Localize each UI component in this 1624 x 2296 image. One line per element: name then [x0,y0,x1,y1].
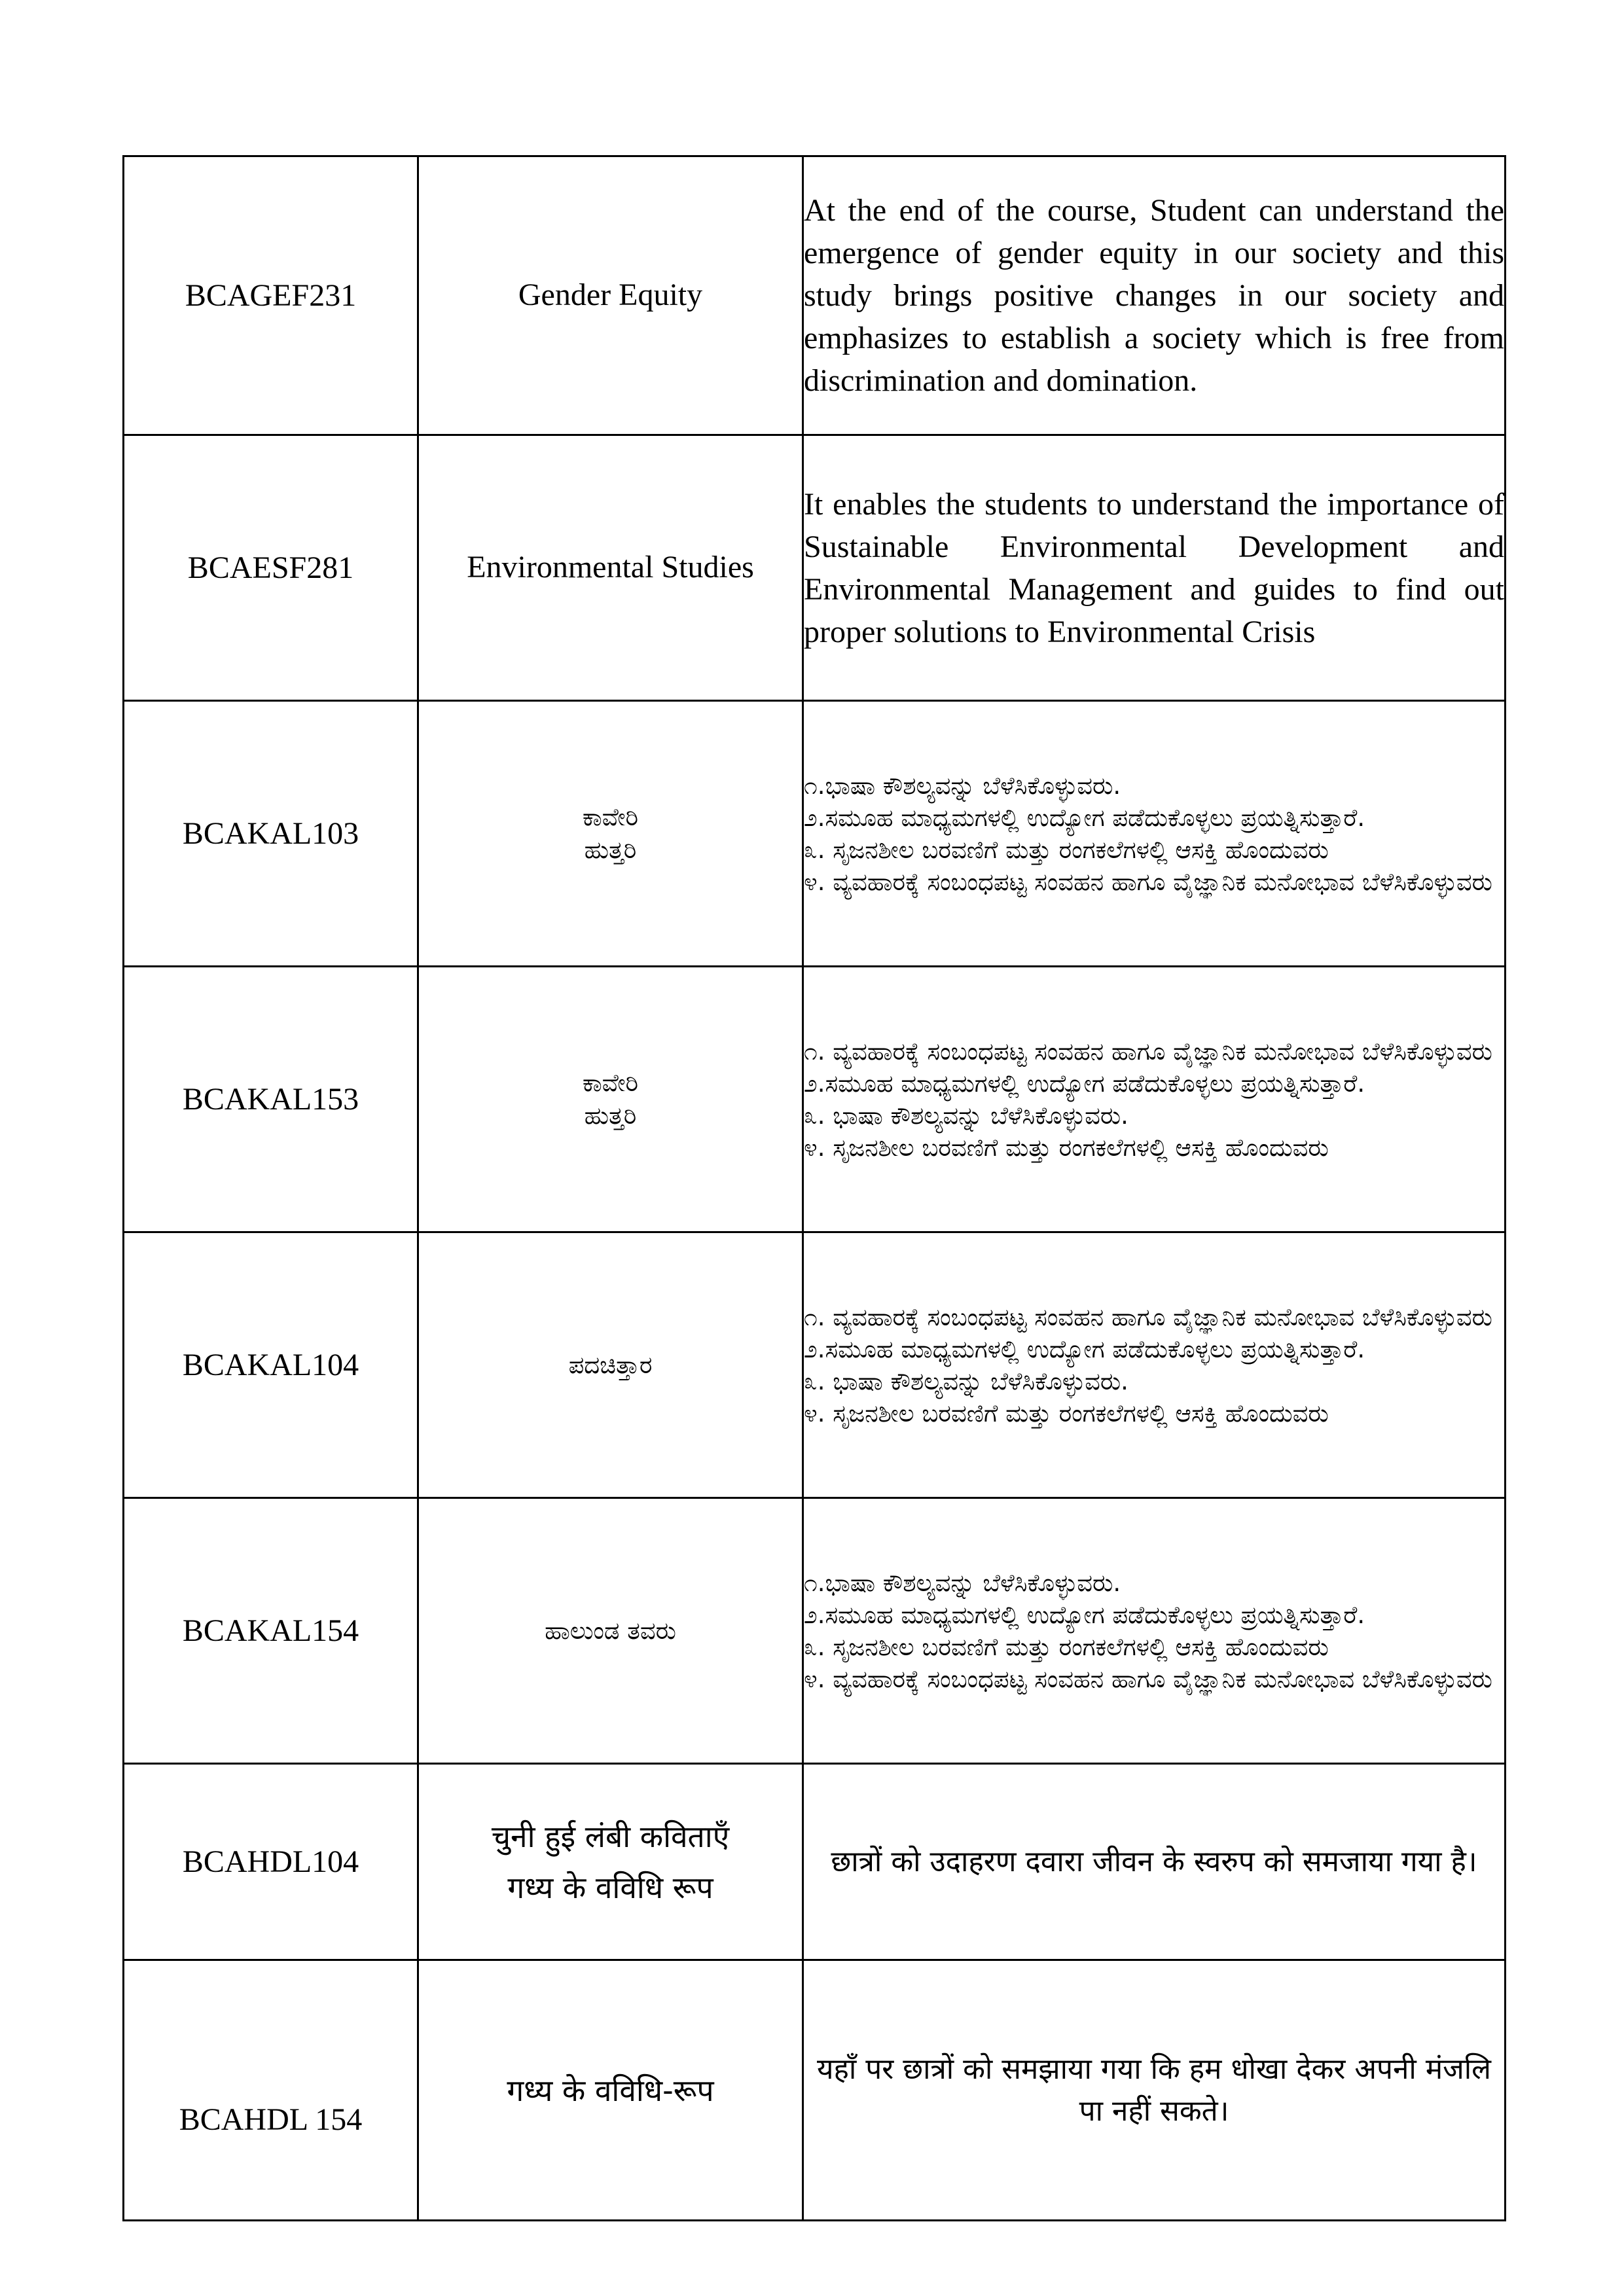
course-name [418,967,803,1232]
course-name-line: ಹುತ್ತರಿ [584,1101,637,1130]
table-row [124,1960,1506,2221]
course-name: Environmental Studies [418,435,803,701]
course-outcome [803,967,1506,1232]
outcome-point: ೧. ವ್ಯವಹಾರಕ್ಕೆ ಸಂಬಂಧಪಟ್ಟ ಸಂವಹನ ಹಾಗೂ ವೈಜ್ಞಾನಿಕ ಮನೋಭಾವ ಬೆಳೆಸಿಕೊಳ್ಳುವರು [804,1037,1492,1066]
outcome-point: ೩. ಸೃಜನಶೀಲ ಬರವಣಿಗೆ ಮತ್ತು ರಂಗಕಲೆಗಳಲ್ಲಿ ಆಸಕ್ತಿ ಹೊಂದುವರು [804,1632,1329,1661]
outcome-point: ೧.ಭಾಷಾ ಕೌಶಲ್ಯವನ್ನು ಬೆಳೆಸಿಕೊಳ್ಳುವರು. [804,1568,1121,1597]
course-code: BCAKAL154 [124,1498,418,1764]
course-outcome [803,1232,1506,1498]
course-outcome: It enables the students to understand the importance of Sustainable Environmental Development and Environmental Management and guides to find out proper solutions to Environmental Crisis [803,435,1506,701]
outcome-point: ೧.ಭಾಷಾ ಕೌಶಲ್ಯವನ್ನು ಬೆಳೆಸಿಕೊಳ್ಳುವರು. [804,771,1121,800]
table-row [124,1498,1506,1764]
outcome-point: ೨.ಸಮೂಹ ಮಾಧ್ಯಮಗಳಲ್ಲಿ ಉದ್ಯೋಗ ಪಡೆದುಕೊಳ್ಳಲು ಪ್ರಯತ್ನಿಸುತ್ತಾರೆ. [804,1600,1365,1629]
table-row [124,967,1506,1232]
course-code: BCAHDL104 [124,1764,418,1960]
course-code: BCAKAL153 [124,967,418,1232]
course-code: BCAESF281 [124,435,418,701]
outcome-point: ೧. ವ್ಯವಹಾರಕ್ಕೆ ಸಂಬಂಧಪಟ್ಟ ಸಂವಹನ ಹಾಗೂ ವೈಜ್ಞಾನಿಕ ಮನೋಭಾವ ಬೆಳೆಸಿಕೊಳ್ಳುವರು [804,1302,1492,1331]
course-name [418,701,803,967]
table-row [124,435,1506,701]
course-name-line: ಹುತ್ತರಿ [584,835,637,864]
outcome-point: ೨.ಸಮೂಹ ಮಾಧ್ಯಮಗಳಲ್ಲಿ ಉದ್ಯೋಗ ಪಡೆದುಕೊಳ್ಳಲು ಪ್ರಯತ್ನಿಸುತ್ತಾರೆ. [804,803,1365,832]
course-code: BCAKAL103 [124,701,418,967]
outcome-point: ೩. ಭಾಷಾ ಕೌಶಲ್ಯವನ್ನು ಬೆಳೆಸಿಕೊಳ್ಳುವರು. [804,1367,1128,1395]
outcome-point: ೨.ಸಮೂಹ ಮಾಧ್ಯಮಗಳಲ್ಲಿ ಉದ್ಯೋಗ ಪಡೆದುಕೊಳ್ಳಲು ಪ್ರಯತ್ನಿಸುತ್ತಾರೆ. [804,1069,1365,1098]
course-name [418,1498,803,1764]
outcome-point: ೪. ವ್ಯವಹಾರಕ್ಕೆ ಸಂಬಂಧಪಟ್ಟ ಸಂವಹನ ಹಾಗೂ ವೈಜ್ಞಾನಿಕ ಮನೋಭಾವ ಬೆಳೆಸಿಕೊಳ್ಳುವರು [804,867,1492,896]
course-code: BCAGEF231 [124,156,418,435]
course-outcome [803,1498,1506,1764]
course-code: BCAHDL 154 [124,1960,418,2221]
course-name: Gender Equity [418,156,803,435]
outcome-point: ೨.ಸಮೂಹ ಮಾಧ್ಯಮಗಳಲ್ಲಿ ಉದ್ಯೋಗ ಪಡೆದುಕೊಳ್ಳಲು ಪ್ರಯತ್ನಿಸುತ್ತಾರೆ. [804,1335,1365,1363]
course-name-line: ಕಾವೇರಿ [582,802,639,831]
course-name-line: ಹಾಲುಂಡ ತವರು [545,1616,676,1645]
course-name-line: गध्य के वविधि-रूप [507,2072,714,2108]
table-row [124,701,1506,967]
course-outcome: At the end of the course, Student can understand the emergence of gender equity in our society and this study brings positive changes in our society and emphasizes to establish a society which is free from discrimination and domination. [803,156,1506,435]
course-name-line: ಕಾವೇರಿ [582,1068,639,1097]
table-row [124,156,1506,435]
course-name-line: ಪದಚಿತ್ತಾರ [568,1350,653,1379]
outcome-point: ೪. ಸೃಜನಶೀಲ ಬರವಣಿಗೆ ಮತ್ತು ರಂಗಕಲೆಗಳಲ್ಲಿ ಆಸಕ್ತಿ ಹೊಂದುವರು [804,1399,1329,1427]
course-name [418,1960,803,2221]
table-row [124,1764,1506,1960]
outcome-point: ೩. ಸೃಜನಶೀಲ ಬರವಣಿಗೆ ಮತ್ತು ರಂಗಕಲೆಗಳಲ್ಲಿ ಆಸಕ್ತಿ ಹೊಂದುವರು [804,835,1329,864]
course-name-line: गध्य के वविधि रूप [507,1869,713,1905]
outcome-point: ೪. ವ್ಯವಹಾರಕ್ಕೆ ಸಂಬಂಧಪಟ್ಟ ಸಂವಹನ ಹಾಗೂ ವೈಜ್ಞಾನಿಕ ಮನೋಭಾವ ಬೆಳೆಸಿಕೊಳ್ಳುವರು [804,1664,1492,1693]
course-outcomes-table [122,155,1506,2221]
course-name [418,1764,803,1960]
course-outcome [803,701,1506,967]
course-code: BCAKAL104 [124,1232,418,1498]
course-name [418,1232,803,1498]
table-row [124,1232,1506,1498]
course-outcome: छात्रों को उदाहरण दवारा जीवन के स्वरुप को समजाया गया है। [803,1764,1506,1960]
course-outcome: यहाँ पर छात्रों को समझाया गया कि हम धोखा देकर अपनी मंजलि पा नहीं सकते। [803,1960,1506,2221]
outcome-point: ೪. ಸೃಜನಶೀಲ ಬರವಣಿಗೆ ಮತ್ತು ರಂಗಕಲೆಗಳಲ್ಲಿ ಆಸಕ್ತಿ ಹೊಂದುವರು [804,1133,1329,1162]
outcome-point: ೩. ಭಾಷಾ ಕೌಶಲ್ಯವನ್ನು ಬೆಳೆಸಿಕೊಳ್ಳುವರು. [804,1101,1128,1130]
course-name-line: चुनी हुई लंबी कविताएँ [491,1818,730,1854]
